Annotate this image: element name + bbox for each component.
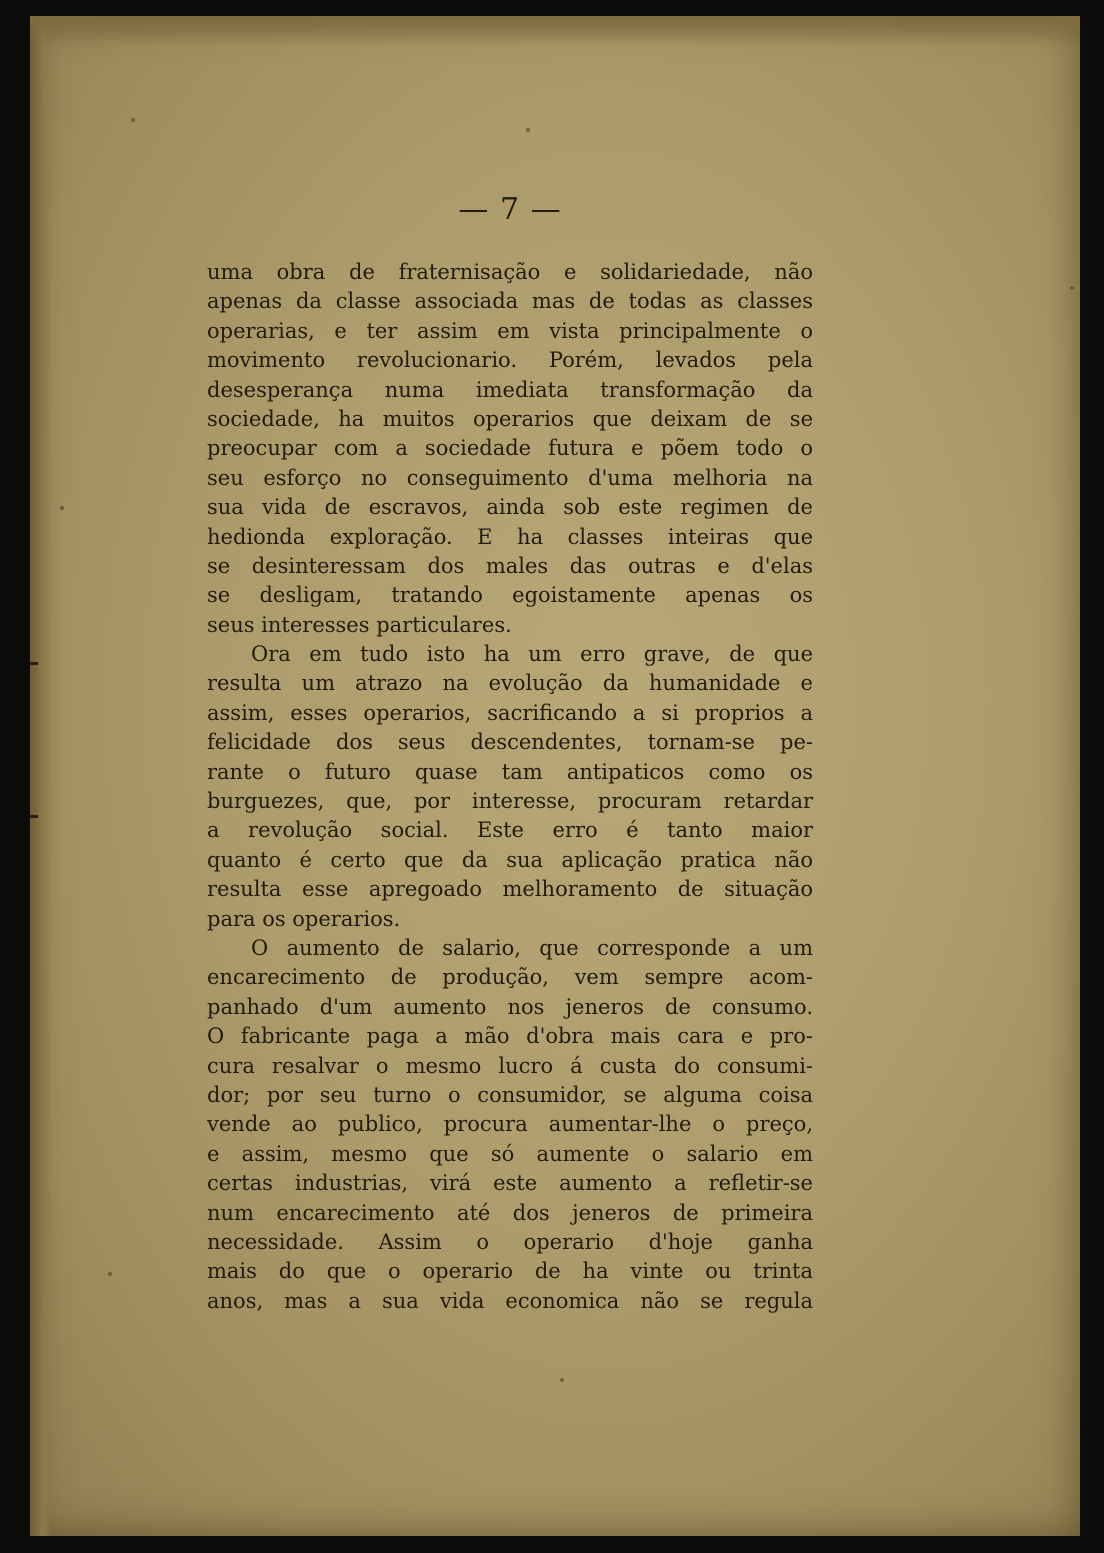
paper-speck (131, 118, 135, 122)
text-line: a revolução social. Este erro é tanto maior (207, 818, 813, 843)
text-line: dor; por seu turno o consumidor, se alguma coisa (207, 1082, 813, 1107)
text-line: quanto é certo que da sua aplicação pratica não (207, 847, 813, 872)
text-line: se desligam, tratando egoistamente apenas os (207, 583, 813, 608)
text-line: movimento revolucionario. Porém, levados pela (207, 348, 813, 373)
text-line: assim, esses operarios, sacrificando a si proprios a (207, 700, 813, 725)
paper-left-edge (30, 16, 52, 1536)
body-text (207, 258, 813, 1316)
text-line: seu esforço no conseguimento d'uma melhoria na (207, 465, 813, 490)
paragraph (207, 640, 813, 934)
text-line: vende ao publico, procura aumentar-lhe o preço, (207, 1112, 813, 1137)
text-line: sua vida de escravos, ainda sob este regimen de (207, 495, 813, 520)
text-line: rante o futuro quase tam antipaticos como os (207, 759, 813, 784)
paragraph (207, 258, 813, 640)
text-line: necessidade. Assim o operario d'hoje ganha (207, 1229, 813, 1254)
paragraph (207, 934, 813, 1316)
paper-speck (108, 1272, 112, 1276)
text-line: hedionda exploração. E ha classes inteiras que (207, 524, 813, 549)
text-line: resulta esse apregoado melhoramento de situação (207, 877, 813, 902)
text-line: resulta um atrazo na evolução da humanidade e (207, 671, 813, 696)
text-line: cura resalvar o mesmo lucro á custa do consumi- (207, 1053, 813, 1078)
text-line: anos, mas a sua vida economica não se regula (207, 1288, 813, 1313)
text-line: sociedade, ha muitos operarios que deixam de se (207, 406, 813, 431)
text-line: O aumento de salario, que corresponde a um (251, 935, 813, 960)
text-line: seus interesses particulares. (207, 612, 512, 637)
text-line: burguezes, que, por interesse, procuram retardar (207, 789, 813, 814)
text-line: mais do que o operario de ha vinte ou trinta (207, 1259, 813, 1284)
binding-mark (30, 815, 38, 818)
text-line: certas industrias, virá este aumento a refletir-se (207, 1171, 813, 1196)
text-line: para os operarios. (207, 906, 401, 931)
text-line: O fabricante paga a mão d'obra mais cara e pro- (207, 1024, 813, 1049)
text-line: e assim, mesmo que só aumente o salario em (207, 1141, 813, 1166)
text-line: Ora em tudo isto ha um erro grave, de que (251, 642, 813, 667)
text-line: panhado d'um aumento nos jeneros de consumo. (207, 994, 813, 1019)
text-line: se desinteressam dos males das outras e d'elas (207, 553, 813, 578)
text-line: encarecimento de produção, vem sempre acom- (207, 965, 813, 990)
paper-speck (60, 506, 64, 510)
text-line: preocupar com a sociedade futura e põem todo o (207, 436, 813, 461)
text-line: apenas da classe associada mas de todas as classes (207, 289, 813, 314)
text-line: felicidade dos seus descendentes, tornam-se pe- (207, 730, 813, 755)
text-line: uma obra de fraternisação e solidariedade, não (207, 260, 813, 284)
paper-speck (1070, 286, 1074, 290)
page-number: — 7 — (458, 192, 562, 227)
paper-top-edge (30, 16, 1080, 46)
binding-mark (30, 662, 38, 665)
paper-speck (526, 128, 530, 132)
text-line: operarias, e ter assim em vista principalmente o (207, 318, 813, 343)
paper-speck (560, 1378, 564, 1382)
text-line: desesperança numa imediata transformação da (207, 377, 813, 402)
text-line: num encarecimento até dos jeneros de primeira (207, 1200, 813, 1225)
